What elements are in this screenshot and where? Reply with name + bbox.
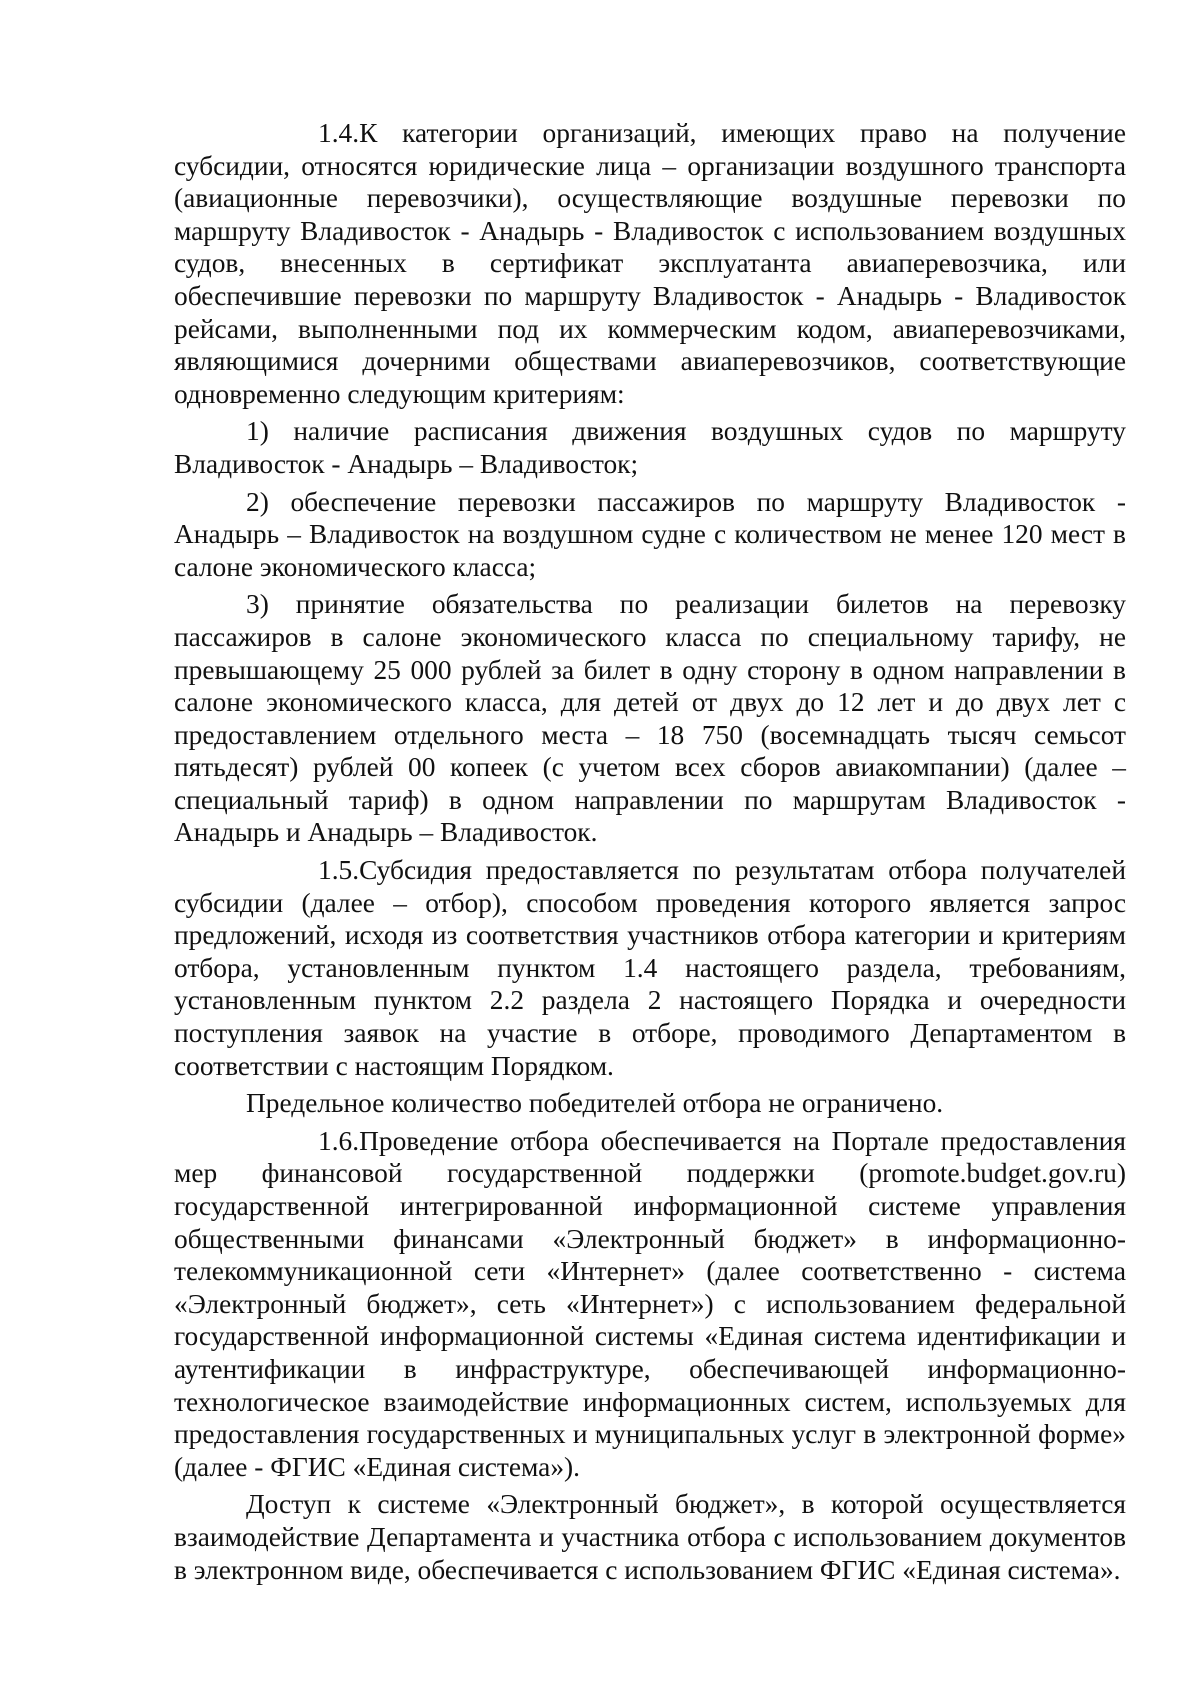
paragraph-text: 3) принятие обязательства по реализации билетов на перевозку пассажиров в салоне экономического класса по специальному тарифу, не превышающему 25 000 рублей за билет в одну сторону в одном направлении в салоне экономического класса, для детей от двух до 12 лет и до двух лет с предоставлением отдельного места – 18 750 (восемнадцать тысяч семьсот пятьдесят) рублей 00 копеек (с учетом всех сборов авиакомпании) (далее – специальный тариф) в одном направлении по маршрутам Владивосток - Анадырь и Анадырь – Владивосток.: [174, 589, 1126, 848]
paragraph-number: 1.4.: [318, 118, 360, 148]
paragraph-number: 1.6.: [318, 1125, 360, 1156]
criterion-3: [174, 588, 1126, 849]
paragraph-1-4: [174, 117, 1126, 410]
paragraph-text: Проведение отбора обеспечивается на Портале предоставления мер финансовой государственной поддержки (promote.budget.gov.ru) государственной интегрированной информационной системе управления общественными финансами «Электронный бюджет» в информационно-телекоммуникационной сети «Интернет» (далее соответственно - система «Электронный бюджет», сеть «Интернет») с использованием федеральной государственной информационной системы «Единая система идентификации и аутентификации в инфраструктуре, обеспечивающей информационно-технологическое взаимодействие информационных систем, используемых для предоставления государственных и муниципальных услуг в электронной форме» (далее - ФГИС «Единая система»).: [174, 1125, 1126, 1482]
paragraph-text: Доступ к системе «Электронный бюджет», в которой осуществляется взаимодействие Департамента и участника отбора с использованием документов в электронном виде, обеспечивается с использованием ФГИС «Единая система».: [174, 1489, 1126, 1585]
criterion-2: [174, 486, 1126, 584]
paragraph-1-5: [174, 854, 1126, 1082]
paragraph-text: К категории организаций, имеющих право на получение субсидии, относятся юридические лица – организации воздушного транспорта (авиационные перевозчики), осуществляющие воздушные перевозки по маршруту Владивосток - Анадырь - Владивосток с использованием воздушных судов, внесенных в сертификат эксплуатанта авиаперевозчика, или обеспечившие перевозки по маршруту Владивосток - Анадырь - Владивосток рейсами, выполненными под их коммерческим кодом, авиаперевозчиками, являющимися дочерними обществами авиаперевозчиков, соответствующие одновременно следующим критериям:: [174, 118, 1126, 409]
paragraph-1-6: [174, 1125, 1126, 1484]
paragraph-text: 1) наличие расписания движения воздушных судов по маршруту Владивосток - Анадырь – Владивосток;: [174, 416, 1126, 479]
document-body: [174, 117, 1126, 1586]
paragraph-system-access: [174, 1488, 1126, 1586]
criterion-1: [174, 415, 1126, 480]
paragraph-winners-limit: [174, 1087, 1126, 1120]
paragraph-number: 1.5.: [318, 855, 360, 886]
paragraph-text: 2) обеспечение перевозки пассажиров по маршруту Владивосток - Анадырь – Владивосток на воздушном судне с количеством не менее 120 мест в салоне экономического класса;: [174, 486, 1126, 582]
paragraph-text: Предельное количество победителей отбора не ограничено.: [246, 1088, 944, 1119]
paragraph-text: Субсидия предоставляется по результатам отбора получателей субсидии (далее – отбор), способом проведения которого является запрос предложений, исходя из соответствия участников отбора категории и критериям отбора, установленным пунктом 1.4 настоящего раздела, требованиям, установленным пунктом 2.2 раздела 2 настоящего Порядка и очередности поступления заявок на участие в отборе, проводимого Департаментом в соответствии с настоящим Порядком.: [174, 855, 1126, 1081]
